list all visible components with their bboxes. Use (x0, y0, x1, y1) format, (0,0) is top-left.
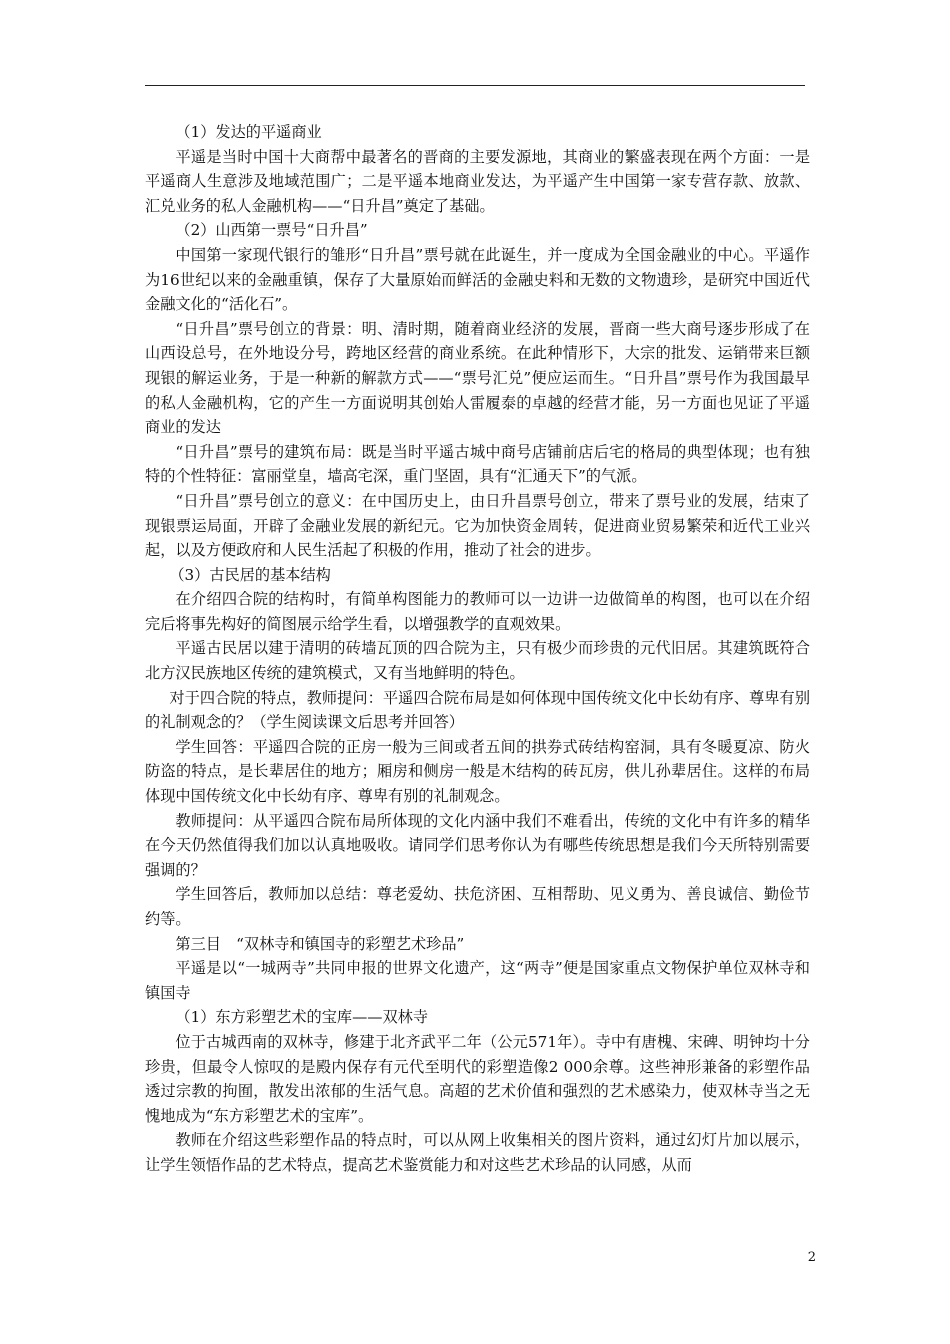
paragraph: 学生回答后，教师加以总结：尊老爱幼、扶危济困、互相帮助、见义勇为、善良诚信、勤俭节约等。 (145, 885, 810, 928)
paragraph: 平遥是当时中国十大商帮中最著名的晋商的主要发源地，其商业的繁盛表现在两个方面：一是平遥商人生意涉及地域范围广；二是平遥本地商业发达，为平遥产生中国第一家专营存款、放款、汇兑业务的私人金融机构——“日升昌”奠定了基础。 (145, 147, 810, 215)
section-heading-temples: 第三目 “双林寺和镇国寺的彩塑艺术珍品” (175, 934, 465, 953)
paragraph: 教师提问：从平遥四合院布局所体现的文化内涵中我们不难看出，传统的文化中有许多的精华在今天仍然值得我们加以认真地吸收。请同学们思考你认为有哪些传统思想是我们今天所特别需要强调的？ (145, 811, 810, 879)
paragraph: 中国第一家现代银行的雏形“日升昌”票号就在此诞生，并一度成为全国金融业的中心。平遥作为16世纪以来的金融重镇，保存了大量原始而鲜活的金融史料和无数的文物遗珍，是研究中国近代金融文化的“活化石”。 (145, 245, 810, 314)
paragraph: “日升昌”票号创立的意义：在中国历史上，由日升昌票号创立，带来了票号业的发展，结束了现银票运局面，开辟了金融业发展的新纪元。它为加快资金周转，促进商业贸易繁荣和近代工业兴起，以及方便政府和人民生活起了积极的作用，推动了社会的进步。 (145, 491, 810, 560)
paragraph: 对于四合院的特点，教师提问：平遥四合院布局是如何体现中国传统文化中长幼有序、尊卑有别的礼制观念的？（学生阅读课文后思考并回答） (145, 688, 810, 732)
header-rule (145, 85, 805, 86)
paragraph: 平遥是以“一城两寺”共同申报的世界文化遗产，这“两寺”便是国家重点文物保护单位双林寺和镇国寺 (145, 959, 810, 1002)
subheading-rishengchang: （2）山西第一票号“日升昌” (175, 221, 368, 240)
paragraph: 位于古城西南的双林寺，修建于北齐武平二年（公元571年）。寺中有唐槐、宋碑、明钟均十分珍贵，但最令人惊叹的是殿内保存有元代至明代的彩塑造像2 000余尊。这些神形兼备的彩塑作品透过宗教的拘囿，散发出浓郁的生活气息。高超的艺术价值和强烈的艺术感染力，使双林寺当之无愧地成为“东方彩塑艺术的宝库”。 (145, 1032, 810, 1125)
page-number: 2 (807, 1250, 816, 1265)
subheading-commerce: （1）发达的平遥商业 (175, 123, 322, 141)
subheading-dwellings: （3）古民居的基本结构 (169, 565, 331, 584)
paragraph: 教师在介绍这些彩塑作品的特点时，可以从网上收集相关的图片资料，通过幻灯片加以展示，让学生领悟作品的艺术特点，提高艺术鉴赏能力和对这些艺术珍品的认同感，从而 (145, 1131, 810, 1174)
paragraph: 在介绍四合院的结构时，有简单构图能力的教师可以一边讲一边做简单的构图，也可以在介绍完后将事先构好的简图展示给学生看，以增强教学的直观效果。 (145, 590, 810, 633)
paragraph: “日升昌”票号创立的背景：明、清时期，随着商业经济的发展，晋商一些大商号逐步形成了在山西设总号，在外地设分号，跨地区经营的商业系统。在此种情形下，大宗的批发、运销带来巨额现银的解运业务，于是一种新的解款方式——“票号汇兑”便应运而生。“日升昌”票号作为我国最早的私人金融机构，它的产生一方面说明其创始人雷履泰的卓越的经营才能，另一方面也见证了平遥商业的发达 (145, 319, 810, 437)
subheading-shuanglin: （1）东方彩塑艺术的宝库——双林寺 (175, 1008, 429, 1027)
body-text (145, 120, 810, 1178)
paragraph: 平遥古民居以建于清明的砖墙瓦顶的四合院为主，只有极少而珍贵的元代旧居。其建筑既符合北方汉民族地区传统的建筑模式，又有当地鲜明的特色。 (145, 639, 810, 683)
paragraph: “日升昌”票号的建筑布局：既是当时平遥古城中商号店铺前店后宅的格局的典型体现；也有独特的个性特征：富丽堂皇，墙高宅深，重门坚固，具有“汇通天下”的气派。 (145, 442, 810, 486)
paragraph: 学生回答：平遥四合院的正房一般为三间或者五间的拱券式砖结构窑洞，具有冬暖夏凉、防火防盗的特点，是长辈居住的地方；厢房和侧房一般是木结构的砖瓦房，供儿孙辈居住。这样的布局体现中国传统文化中长幼有序、尊卑有别的礼制观念。 (145, 737, 810, 806)
